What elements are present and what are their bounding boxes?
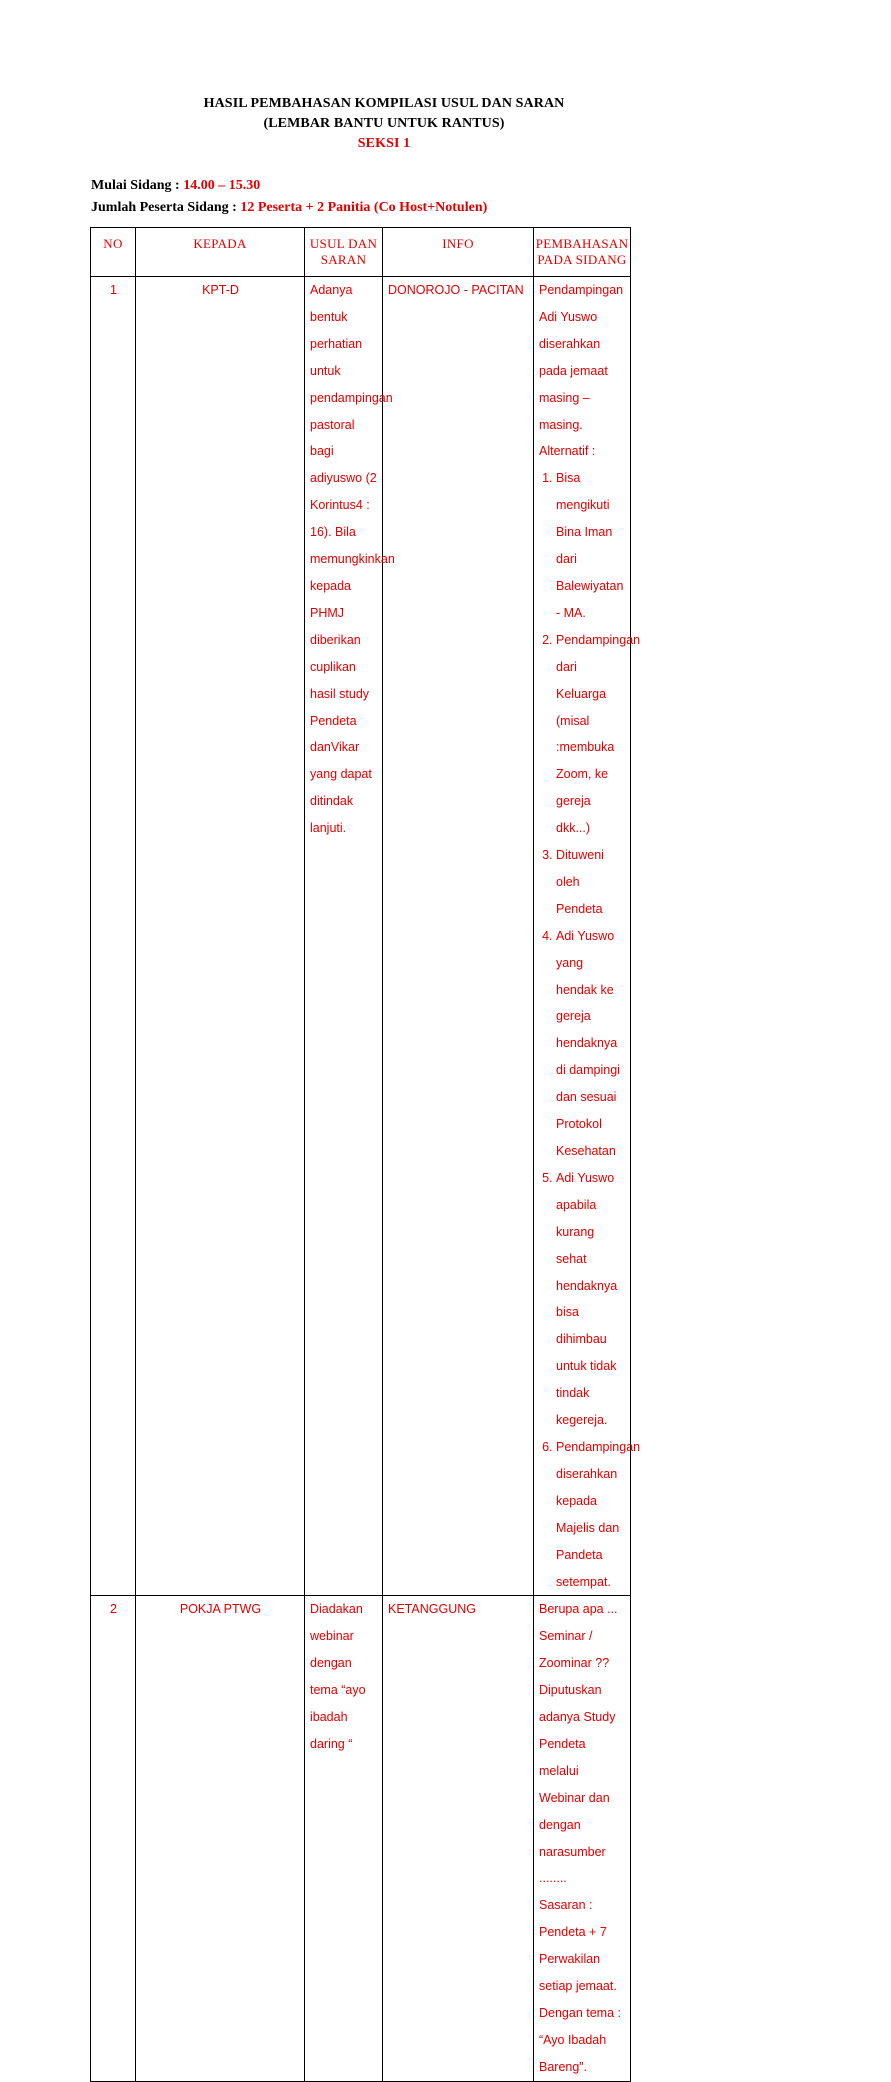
pembahasan-line: Diputuskan adanya Study Pendeta melalui Webinar dan dengan narasumber ........ [539, 1683, 616, 1886]
row-pembahasan [534, 277, 641, 1596]
list-item: 6. Pendampingan diserahkan kepada Majelis dan Pandeta setempat. [556, 1434, 626, 1595]
session-meta [91, 175, 487, 219]
proposal-table [90, 227, 891, 2082]
document-subtitle: (LEMBAR BANTU UNTUK RANTUS) [263, 116, 505, 131]
row-kepada: POKJA PTWG [136, 1596, 305, 2081]
session-time-value: 14.00 – 15.30 [183, 178, 261, 193]
pembahasan-line: Dengan tema : “Ayo Ibadah Bareng”. [539, 2006, 621, 2074]
participants-label: Jumlah Peserta Sidang : [91, 200, 241, 215]
row-usul: Diadakan webinar dengan tema “ayo ibadah daring “ [305, 1596, 383, 2081]
session-time-line [91, 175, 487, 197]
pembahasan-line: Berupa apa ... Seminar / Zoominar ?? [539, 1602, 618, 1671]
participants-value: 12 Peserta + 2 Panitia (Co Host+Notulen) [240, 200, 488, 215]
row-pembahasan [534, 1596, 631, 2081]
header-usul: USUL DAN SARAN [305, 228, 383, 277]
document-title: HASIL PEMBAHASAN KOMPILASI USUL DAN SARAN [203, 96, 565, 111]
list-item: 1. Bisa mengikuti Bina Iman dari Balewiyatan - MA. [556, 465, 626, 626]
table-row [91, 1596, 891, 2081]
section-heading: SEKSI 1 [357, 136, 411, 151]
pembahasan-list [539, 465, 641, 1595]
row-usul: Adanya bentuk perhatian untuk pendampingan pastoral bagi adiyuswo (2 Korintus4 : 16). Bila memungkinkan kepada PHMJ diberikan cuplikan hasil study Pendeta danVikar yang dapat ditindak lanjuti. [305, 277, 383, 1596]
document-title-block [0, 94, 768, 154]
row-number: 2 [91, 1596, 136, 2081]
header-kepada: KEPADA [136, 228, 305, 277]
list-item: 2. Pendampingan dari Keluarga (misal :membuka Zoom, ke gereja dkk...) [556, 627, 626, 842]
list-item: 5. Adi Yuswo apabila kurang sehat hendaknya bisa dihimbau untuk tidak tindak kegereja. [556, 1165, 626, 1434]
row-number: 1 [91, 277, 136, 1596]
row-info: KETANGGUNG [383, 1596, 534, 2081]
row-kepada: KPT-D [136, 277, 305, 1596]
list-item: 3. Dituweni oleh Pendeta [556, 842, 626, 923]
pembahasan-line: Sasaran : Pendeta + 7 Perwakilan setiap jemaat. [539, 1898, 617, 1994]
row-info: DONOROJO - PACITAN [383, 277, 534, 1596]
header-pembahasan: PEMBAHASAN PADA SIDANG [534, 228, 631, 277]
table-row [91, 277, 891, 1596]
session-time-label: Mulai Sidang : [91, 178, 184, 193]
list-item: 4. Adi Yuswo yang hendak ke gereja hendaknya di dampingi dan sesuai Protokol Kesehatan [556, 923, 626, 1165]
header-info: INFO [383, 228, 534, 277]
pembahasan-subheading: Alternatif : [539, 444, 596, 459]
pembahasan-intro: Pendampingan Adi Yuswo diserahkan pada jemaat masing – masing. [539, 283, 624, 432]
participants-line [91, 197, 487, 219]
table-header-row [91, 228, 891, 277]
header-no: NO [91, 228, 136, 277]
